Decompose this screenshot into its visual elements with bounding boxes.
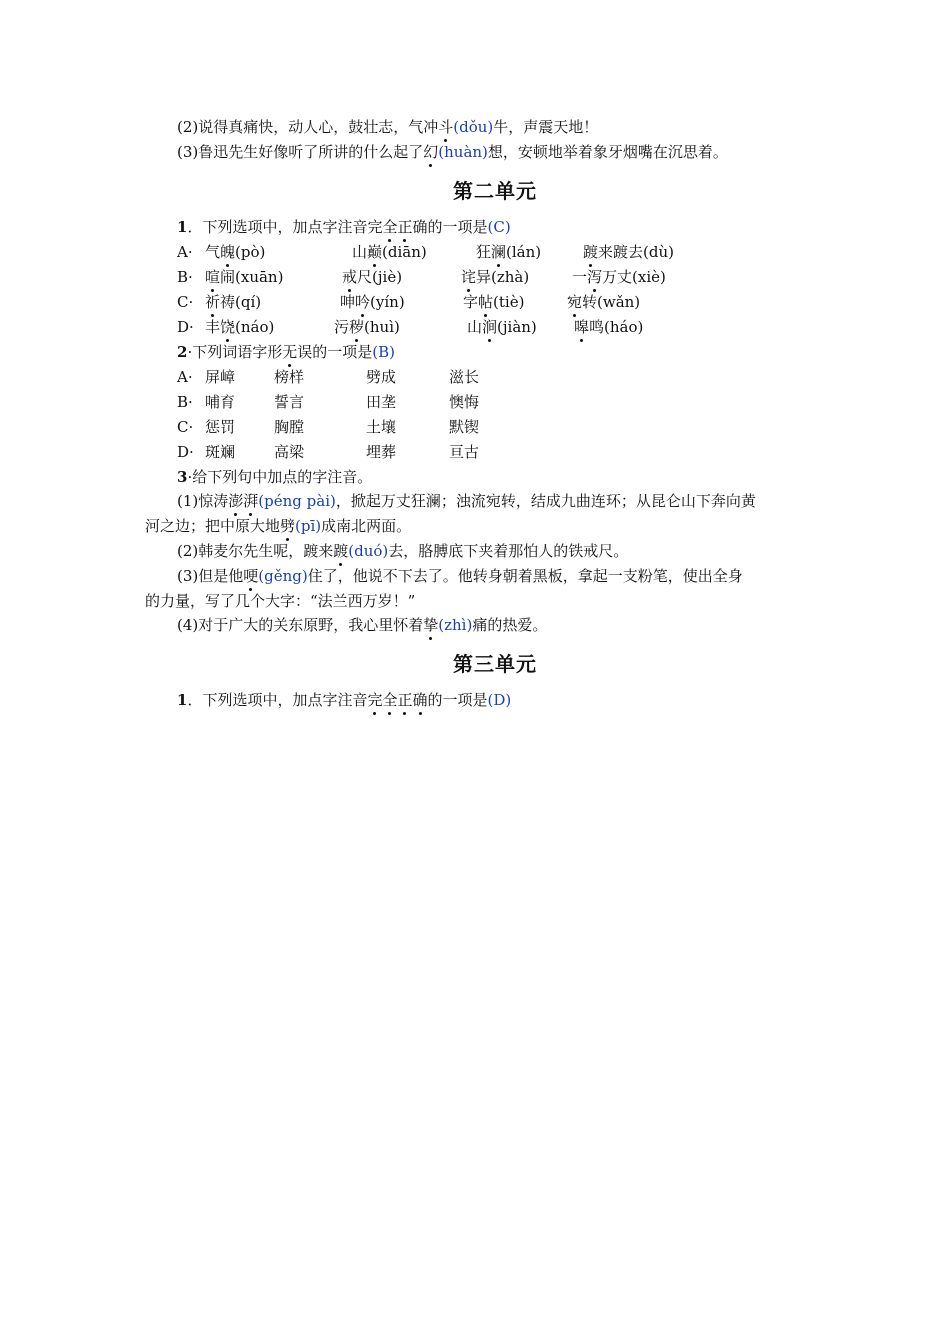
option-word: 榜样 [274,368,305,386]
question-stem: ．下列选项中，加点字注音完全正确的一项是 [187,218,488,236]
sentence-text: 去，胳膊底下夹着那怕人的铁戒尺。 [388,542,629,560]
q3-sentence-1-line-1 [177,491,756,511]
option-letter-b: B· [177,393,193,411]
unit2-q1-stem [177,217,511,237]
dotted-char: 劈 [280,517,296,535]
sentence-text: 痛的热爱。 [472,616,548,634]
option-word: 喧闹(xuān) [205,268,284,286]
pinyin-answer: (duó) [348,542,389,560]
dotted-char: 祈 [205,293,221,311]
dotted-char: 宛 [567,293,583,311]
answer-letter: (B) [372,343,395,361]
sentence-text: 的力量，写了几个大字：“法兰西万岁！” [145,592,416,610]
option-letter-c: C· [177,418,194,436]
dotted-char: 全 [382,218,398,236]
option-letter-d: D· [177,318,194,336]
option-word: 埋葬 [366,443,397,461]
option-word: 踱来踱去(dù) [583,243,674,261]
dotted-char: 喧 [205,268,221,286]
dotted-char: 诧 [461,268,477,286]
option-letter-c: C· [177,293,194,311]
sentence-text: 河之边；把中原大地 [145,517,281,535]
option-letter-b: B· [177,268,193,286]
dotted-char: 踱 [333,542,349,560]
question-stem: 的一项是 [427,691,488,709]
option-word: 屏嶂 [205,368,236,386]
option-word: 滋长 [449,368,480,386]
unit-2-heading: 第二单元 [453,179,537,203]
option-letter-a: A· [177,243,193,261]
q3-sentence-1-line-2 [145,516,411,536]
option-word: 山巅(diān) [352,243,427,261]
option-word: 宛转(wǎn) [567,293,641,311]
dotted-char: 魄 [220,243,236,261]
option-word: 山涧(jiàn) [467,318,537,336]
option-word: 字帖(tiè) [463,293,525,311]
sentence-text: (2)说得真痛快，动人心，鼓壮志，气冲 [177,118,439,136]
option-word: 胸膛 [274,418,305,436]
top-line-3 [177,142,728,162]
pinyin-answer: (dǒu) [453,118,494,136]
option-word: 誓言 [274,393,305,411]
dotted-char: 全 [382,691,398,709]
option-word: 狂澜(lán) [476,243,542,261]
question-number: 1 [177,218,188,236]
question-stem: ．下列选项中，加点字注音 [187,691,368,709]
dotted-char: 幻 [423,143,439,161]
dotted-char: 饶 [220,318,236,336]
option-word: 田垄 [366,393,397,411]
question-number: 3 [177,468,188,486]
sentence-text: (4)对于广大的关东原野，我心里怀着 [177,616,424,634]
q3-sentence-4 [177,615,547,635]
option-word: 嗥鸣(háo) [574,318,644,336]
unit2-q2-stem [177,342,395,362]
dotted-char: 吟 [355,293,371,311]
dotted-char: 涧 [482,318,498,336]
dotted-char: 完 [367,691,383,709]
option-word: 戒尺(jiè) [342,268,403,286]
option-word: 懊悔 [449,393,480,411]
option-word: 污秽(huì) [334,318,400,336]
q3-sentence-3-line-2 [145,591,415,611]
option-word: 惩罚 [205,418,236,436]
unit3-q1-stem [177,690,511,710]
question-stem: ·下列词语字形 [187,343,283,361]
q3-sentence-3-line-1 [177,566,743,586]
sentence-text: (3)但是他 [177,567,244,585]
sentence-text: (1)惊涛 [177,492,229,510]
dotted-char: 澜 [491,243,507,261]
top-line-2 [177,117,598,137]
pinyin-answer: (zhì) [438,616,473,634]
q3-sentence-2 [177,541,628,561]
option-word: 诧异(zhà) [461,268,530,286]
dotted-char: 挚 [423,616,439,634]
option-word: 土壤 [366,418,397,436]
sentence-text: ，掀起万丈狂澜；浊流宛转，结成九曲连环；从昆仑山下奔向黄 [335,492,756,510]
dotted-char: 巅 [367,243,383,261]
dotted-char: 戒 [342,268,358,286]
option-word: 亘古 [449,443,480,461]
dotted-char: 斗 [438,118,454,136]
sentence-text: (3)鲁迅先生好像听了所讲的什么起了 [177,143,424,161]
dotted-char: 泻 [587,268,603,286]
option-word: 高梁 [274,443,305,461]
dotted-char: 无 [282,343,298,361]
sentence-text: 牛，声震天地！ [493,118,599,136]
dotted-char: 正 [397,691,413,709]
unit-3-heading: 第三单元 [453,652,537,676]
pinyin-answer: (gěng) [258,567,308,585]
option-word: 呻吟(yín) [340,293,405,311]
pinyin-answer: (pī) [295,517,322,535]
sentence-text: 住了，他说不下去了。他转身朝着黑板，拿起一支粉笔，使出全身 [307,567,743,585]
dotted-char: 确 [412,691,428,709]
option-word: 一泻万丈(xiè) [572,268,666,286]
option-word: 丰饶(náo) [205,318,275,336]
dotted-char: 踱 [583,243,599,261]
dotted-char: 帖 [478,293,494,311]
dotted-char: 哽 [243,567,259,585]
dotted-char: 秽 [349,318,365,336]
option-word: 默锲 [449,418,480,436]
unit2-q3-stem [177,467,372,487]
dotted-char: 嗥 [574,318,590,336]
option-word: 劈成 [366,368,397,386]
option-letter-d: D· [177,443,194,461]
answer-letter: (D) [487,691,512,709]
question-number: 2 [177,343,188,361]
dotted-char: 湃 [243,492,259,510]
option-word: 气魄(pò) [205,243,266,261]
answer-letter: (C) [487,218,511,236]
question-number: 1 [177,691,188,709]
question-stem: 误的一项是 [297,343,373,361]
option-word: 斑斓 [205,443,236,461]
option-word: 祈祷(qí) [205,293,262,311]
dotted-char: 正 [397,218,413,236]
sentence-text: 成南北两面。 [321,517,412,535]
question-stem: ·给下列句中加点的字注音。 [187,468,373,486]
option-word: 哺育 [205,393,236,411]
dotted-char: 澎 [228,492,244,510]
pinyin-answer: (huàn) [438,143,488,161]
option-letter-a: A· [177,368,193,386]
pinyin-answer: (péng pài) [258,492,336,510]
sentence-text: (2)韩麦尔先生呢，踱来 [177,542,334,560]
sentence-text: 想，安顿地举着象牙烟嘴在沉思着。 [487,143,728,161]
